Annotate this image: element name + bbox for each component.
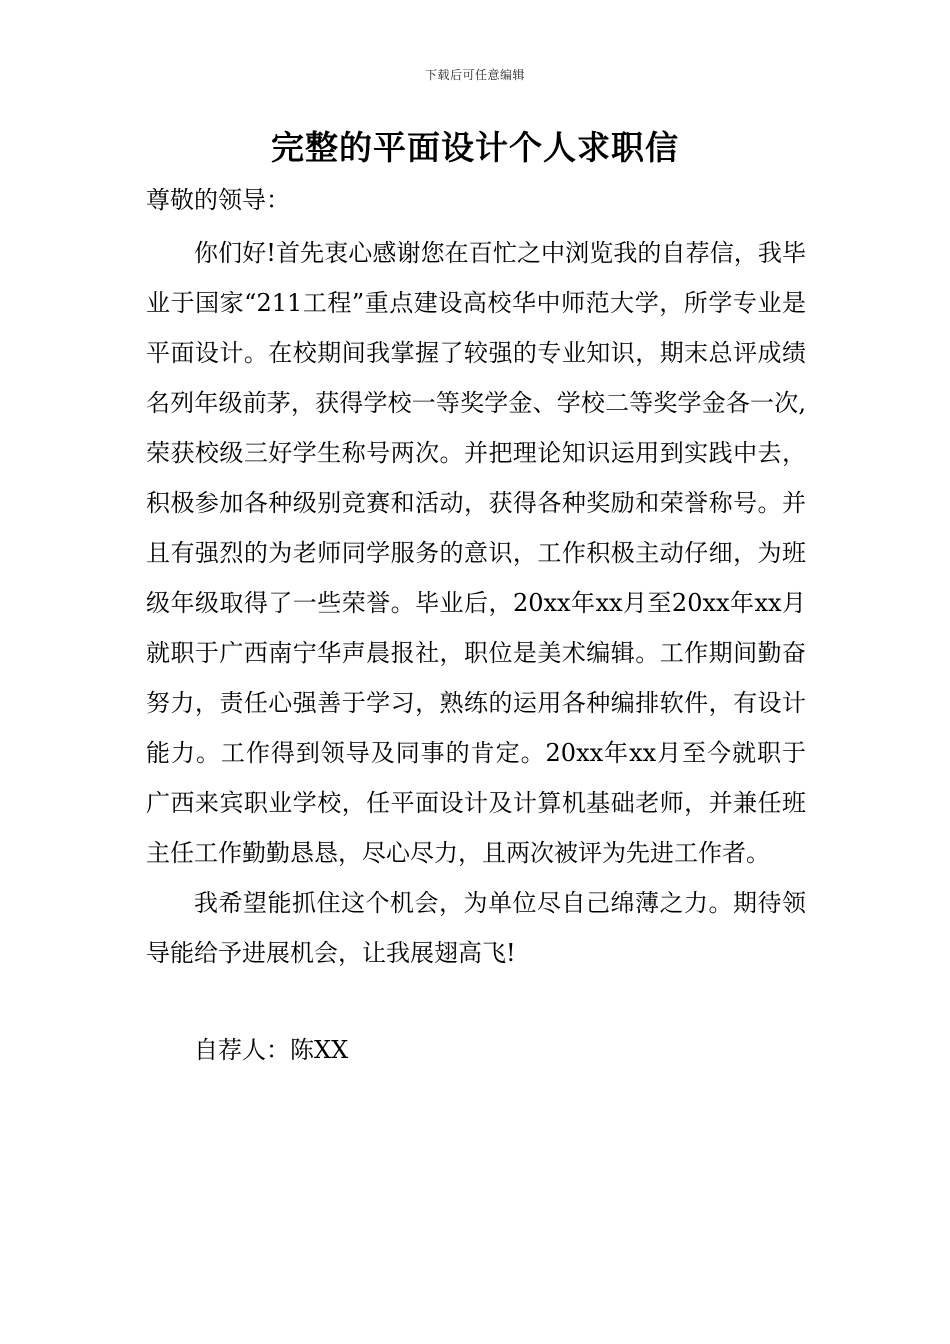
letter-body <box>146 228 806 978</box>
salutation: 尊敬的领导： <box>146 186 290 214</box>
closing-paragraph: 我希望能抓住这个机会，为单位尽自己绵薄之力。期待领导能给予进展机会，让我展翅高飞! <box>146 889 806 967</box>
document-title: 完整的平面设计个人求职信 <box>271 128 679 167</box>
header-note: 下载后可任意编辑 <box>424 68 525 82</box>
signature: 自荐人：陈XX <box>194 1036 349 1064</box>
body-paragraph: 你们好!首先衷心感谢您在百忙之中浏览我的自荐信，我毕业于国家“211工程”重点建设高校华中师范大学，所学专业是平面设计。在校期间我掌握了较强的专业知识，期末总评成绩名列年级前茅，获得学校一等奖学金、学校二等奖学金各一次,荣获校级三好学生称号两次。并把理论知识运用到实践中去，积极参加各种级别竞赛和活动，获得各种奖励和荣誉称号。并且有强烈的为老师同学服务的意识，工作积极主动仔细，为班级年级取得了一些荣誉。毕业后，20xx年xx月至20xx年xx月就职于广西南宁华声晨报社，职位是美术编辑。工作期间勤奋努力，责任心强善于学习，熟练的运用各种编排软件，有设计能力。工作得到领导及同事的肯定。20xx年xx月至今就职于广西来宾职业学校，任平面设计及计算机基础老师，并兼任班主任工作勤勤恳恳，尽心尽力，且两次被评为先进工作者。 <box>146 239 806 867</box>
